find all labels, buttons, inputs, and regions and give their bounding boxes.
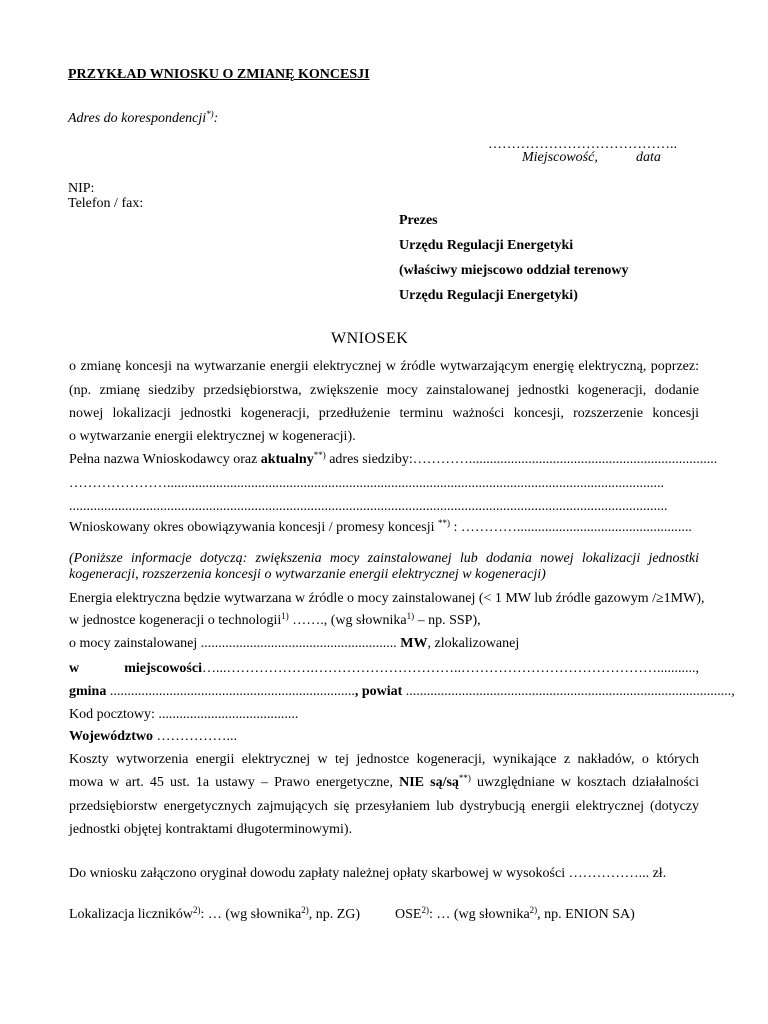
costs-line: mowa w art. 45 ust. 1a ustawy – Prawo energetyczne, NIE są/są**) uwzględniane w kosztach działalności bbox=[69, 773, 699, 790]
applicant-address-dots: ........................................................................................................................................................................... bbox=[69, 499, 668, 514]
energy-source-line: Energia elektryczna będzie wytwarzana w źródle o mocy zainstalowanej (< 1 MW lub źródle gazowym /≥1MW), bbox=[69, 591, 705, 606]
intro-line: nowej lokalizacji jednostki kogeneracji, przedłużenie terminu ważności koncesji, rozszerzenie koncesji bbox=[69, 406, 699, 421]
phone-fax-label: Telefon / fax: bbox=[68, 196, 144, 211]
note-line: (Poniższe informacje dotyczą: zwiększenia mocy zainstalowanej lub dodania nowej lokalizacji jednostki bbox=[69, 551, 699, 566]
place-date-placeholder: ………………………………….. bbox=[488, 137, 677, 152]
addressee-line: (właściwy miejscowo oddział terenowy bbox=[399, 263, 629, 278]
intro-line: o wytwarzanie energii elektrycznej w kogeneracji). bbox=[69, 429, 356, 444]
costs-line: Koszty wytworzenia energii elektrycznej w tej jednostce kogeneracji, wynikające z nakładów, o których bbox=[69, 752, 699, 767]
voivodeship-field: Województwo ……………... bbox=[69, 729, 237, 744]
document-heading: WNIOSEK bbox=[331, 330, 409, 347]
installed-power-line: o mocy zainstalowanej ........................................................ MW, zlokalizowanej bbox=[69, 636, 520, 651]
gmina-powiat-field: gmina ......................................................................, powiat ............................................................................................., bbox=[69, 684, 735, 699]
ose-field: OSE$^{2)}$: … (wg słownika$^{2)}$, np. ENION SA) bbox=[395, 905, 635, 922]
note-line: kogeneracji, rozszerzenia koncesji o wytwarzanie energii elektrycznej w kogeneracji) bbox=[69, 567, 546, 582]
intro-line: o zmianę koncesji na wytwarzanie energii elektrycznej w źródle wytwarzającym energię elektryczną, poprzez: bbox=[69, 359, 699, 374]
place-label: Miejscowość, bbox=[522, 150, 598, 165]
correspondence-address-label: Adres do korespondencji*): bbox=[68, 109, 219, 126]
addressee-line: Urzędu Regulacji Energetyki bbox=[399, 238, 574, 253]
date-label: data bbox=[636, 150, 661, 165]
nip-label: NIP: bbox=[68, 181, 95, 196]
intro-line: (np. zmianę siedziby przedsiębiorstwa, zwiększenie mocy zainstalowanej jednostki kogeneracji, dodanie bbox=[69, 383, 699, 398]
fee-line: Do wniosku załączono oryginał dowodu zapłaty należnej opłaty skarbowej w wysokości ……………... zł. bbox=[69, 866, 667, 881]
document-title: PRZYKŁAD WNIOSKU O ZMIANĘ KONCESJI bbox=[68, 67, 370, 82]
applicant-address-dots: ………………….............................................................................................................................................. bbox=[69, 476, 664, 491]
addressee-line: Prezes bbox=[399, 213, 438, 228]
costs-line: jednostki objętej kontraktami długoterminowymi). bbox=[69, 822, 353, 837]
locality-field: w miejscowości…...……………….…………………………..……………………………………..........., bbox=[69, 661, 699, 676]
postal-code-field: Kod pocztowy: ........................................ bbox=[69, 707, 299, 722]
applicant-name-field: Pełna nazwa Wnioskodawcy oraz aktualny**) adres siedziby:…………....................................................................... bbox=[69, 450, 718, 467]
validity-period-field: Wnioskowany okres obowiązywania koncesji / promesy koncesji **) : ………….................................................. bbox=[69, 518, 692, 535]
costs-line: przedsiębiorstw energetycznych zajmujących się przesyłaniem lub dystrybucją energii elektrycznej (dotyczy bbox=[69, 799, 699, 814]
addressee-line: Urzędu Regulacji Energetyki) bbox=[399, 288, 578, 303]
meters-location-line: Lokalizacja liczników$^{2)}$: … (wg słownika$^{2)}$, np. ZG) bbox=[69, 905, 361, 922]
technology-line: w jednostce kogeneracji o technologii$^{1)}$ ……., (wg słownika$^{1)}$ – np. SSP), bbox=[69, 611, 481, 628]
